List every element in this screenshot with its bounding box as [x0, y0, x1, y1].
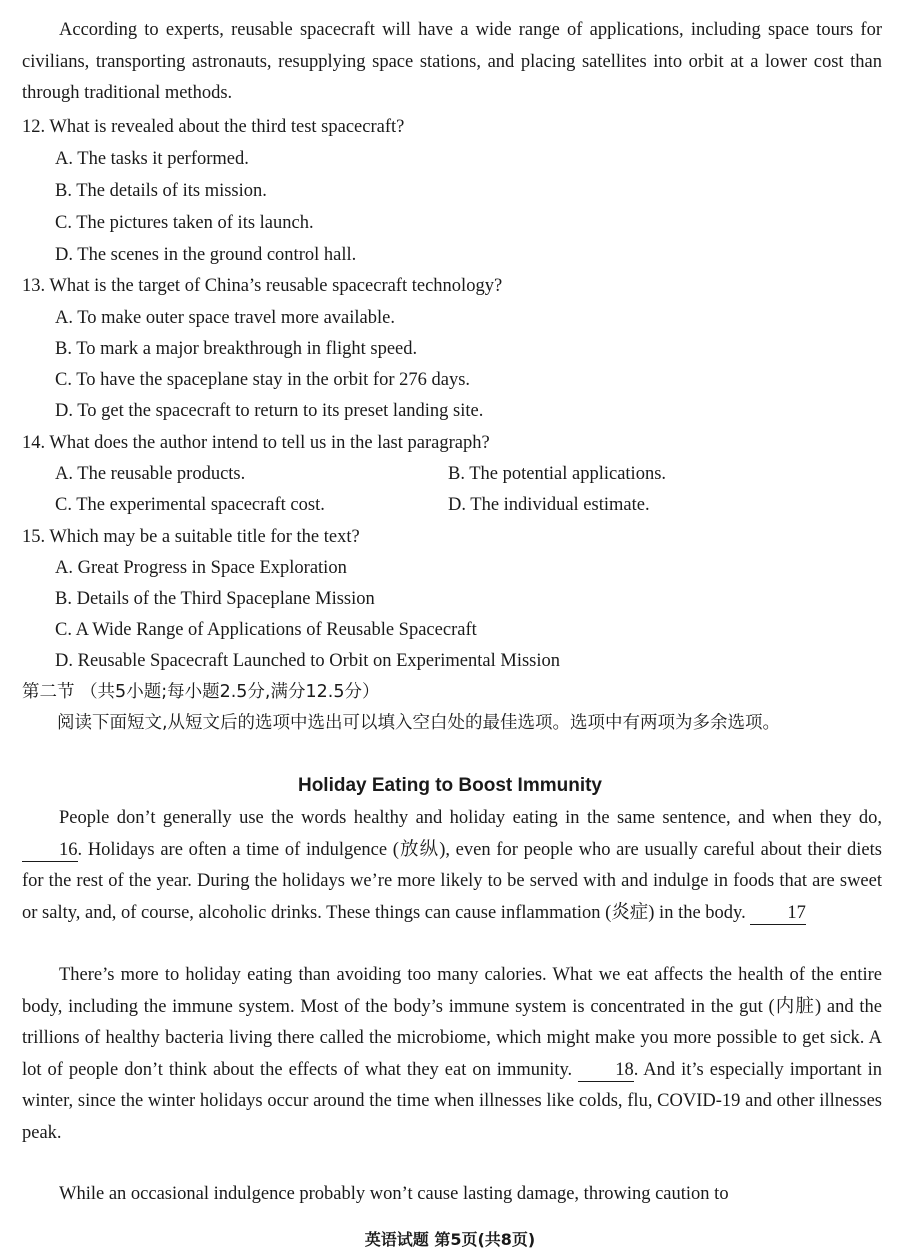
question-15-option-b: B. Details of the Third Spaceplane Mission [55, 589, 375, 609]
passage-paragraph-1 [22, 803, 882, 929]
question-14-option-a: A. The reusable products. [55, 464, 246, 484]
section-2-instructions: 阅读下面短文,从短文后的选项中选出可以填入空白处的最佳选项。选项中有两项为多余选项。 [57, 713, 781, 733]
question-12-stem: 12. What is revealed about the third test spacecraft? [22, 117, 405, 137]
question-15-stem: 15. Which may be a suitable title for the text? [22, 527, 360, 547]
section-2-heading: 第二节 （共5小题;每小题2.5分,满分12.5分） [22, 682, 380, 702]
question-15-option-c: C. A Wide Range of Applications of Reusable Spacecraft [55, 620, 477, 640]
question-12-option-a: A. The tasks it performed. [55, 149, 249, 169]
question-12-option-d: D. The scenes in the ground control hall. [55, 245, 357, 265]
blank-16[interactable]: 16 [22, 839, 78, 862]
question-13-option-b: B. To mark a major breakthrough in flight speed. [55, 339, 418, 359]
question-13-option-a: A. To make outer space travel more available. [55, 308, 395, 328]
question-15-option-d: D. Reusable Spacecraft Launched to Orbit on Experimental Mission [55, 651, 561, 671]
passage-paragraph-3: While an occasional indulgence probably won’t cause lasting damage, throwing caution to [59, 1184, 729, 1204]
question-15-option-a: A. Great Progress in Space Exploration [55, 558, 347, 578]
page-footer: 英语试题 第5页(共8页) [364, 1230, 536, 1249]
paragraph-2-text-a: There’s more to holiday eating than avoiding too many calories. What we eat affects the health of the entire body, including the immune system. Most of the body’s immune system is concentrated in the gut (内脏) and the trillions of healthy bacteria living there called the microbiome, which might make you more possible to get sick. A lot of people don’t think about the effects of what they eat on immunity. [22, 965, 882, 1080]
question-14-stem: 14. What does the author intend to tell us in the last paragraph? [22, 433, 490, 453]
intro-paragraph: According to experts, reusable spacecraft will have a wide range of applications, including space tours for civilians, transporting astronauts, resupplying space stations, and placing satellites into orbit at a lower cost than through traditional methods. [22, 20, 882, 103]
passage-paragraph-2 [22, 960, 882, 1149]
question-14-option-d: D. The individual estimate. [448, 495, 650, 515]
question-14-option-b: B. The potential applications. [448, 464, 667, 484]
blank-17[interactable]: 17 [750, 902, 806, 925]
question-14-option-c: C. The experimental spacecraft cost. [55, 495, 325, 515]
question-12-option-c: C. The pictures taken of its launch. [55, 213, 314, 233]
question-13-option-c: C. To have the spaceplane stay in the orbit for 276 days. [55, 370, 471, 390]
question-13-stem: 13. What is the target of China’s reusable spacecraft technology? [22, 276, 503, 296]
paragraph-2-text-b: . And it’s especially important in winter, since the winter holidays occur around the time when illnesses like colds, flu, COVID-19 and other illnesses peak. [22, 1059, 883, 1143]
question-13-option-d: D. To get the spacecraft to return to its preset landing site. [55, 401, 484, 421]
paragraph-1-text-a: People don’t generally use the words healthy and holiday eating in the same sentence, and when they do, [59, 808, 882, 828]
blank-18[interactable]: 18 [578, 1059, 634, 1082]
paragraph-1-text-b: . Holidays are often a time of indulgence (放纵), even for people who are usually careful about their diets for the rest of the year. During the holidays we’re more likely to be served with and indulge in foods that are sweet or salty, and, of course, alcoholic drinks. These things can cause inflammation (炎症) in the body. [22, 839, 882, 923]
passage-title: Holiday Eating to Boost Immunity [297, 775, 602, 796]
question-12-option-b: B. The details of its mission. [55, 181, 267, 201]
